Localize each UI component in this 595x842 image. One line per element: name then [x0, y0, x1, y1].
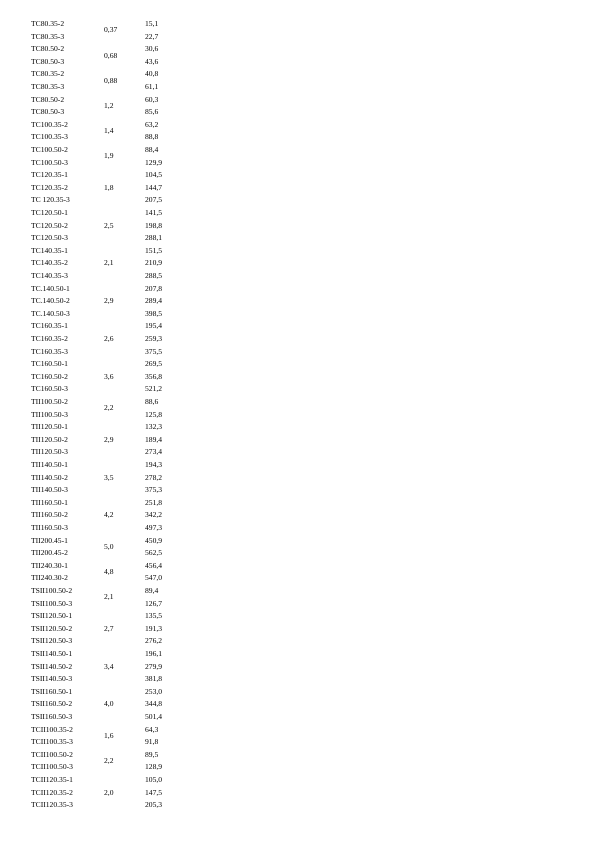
group-value: 2,2 [104, 403, 114, 413]
product-value: 210,9 [145, 258, 163, 268]
product-code: TSII120.50-3 [31, 636, 73, 646]
product-code: TC80.50-3 [31, 107, 65, 117]
product-code: TCII120.35-3 [31, 800, 73, 810]
product-code: TSII160.50-1 [31, 686, 73, 696]
product-value: 141,5 [145, 208, 163, 217]
product-code: TC120.50-2 [31, 220, 68, 230]
product-code: TSII140.50-3 [31, 674, 73, 684]
group-value: 4,8 [104, 567, 114, 577]
product-value: 344,8 [145, 699, 163, 709]
product-value: 195,4 [145, 321, 163, 331]
product-code: TSII120.50-2 [31, 623, 73, 633]
product-value: 89,4 [145, 586, 159, 595]
product-code: TC120.50-1 [31, 208, 68, 217]
product-code: TII160.50-2 [31, 510, 68, 520]
group-value: 2,9 [104, 296, 114, 306]
product-value: 125,8 [145, 409, 163, 419]
product-value: 253,0 [145, 686, 163, 696]
product-code: TII140.50-3 [31, 485, 68, 495]
product-value: 273,4 [145, 447, 163, 457]
product-code: TII100.50-2 [31, 397, 68, 406]
product-value: 279,9 [145, 661, 163, 671]
product-code: TII160.50-3 [31, 523, 68, 532]
group-value: 0,88 [104, 75, 118, 85]
product-value: 207,5 [145, 195, 163, 205]
product-code: TC.140.50-1 [31, 283, 70, 293]
group-value: 4,0 [104, 699, 114, 709]
group-value: 2,1 [104, 258, 114, 268]
product-code: TCII100.35-2 [31, 724, 73, 734]
product-code: TII120.50-1 [31, 422, 68, 432]
product-value: 43,6 [145, 56, 159, 66]
product-value: 63,2 [145, 119, 159, 129]
product-code: TC80.50-2 [31, 94, 65, 104]
product-code: TC160.35-1 [31, 321, 68, 331]
product-value: 381,8 [145, 674, 163, 684]
product-value: 64,3 [145, 724, 159, 734]
group-value: 5,0 [104, 541, 114, 551]
product-value: 196,1 [145, 649, 163, 658]
product-code: TC100.50-3 [31, 157, 68, 167]
product-code: TC80.35-3 [31, 82, 65, 91]
group-value: 1,9 [104, 151, 114, 161]
product-code: TC160.35-2 [31, 334, 68, 343]
product-value: 342,2 [145, 510, 163, 520]
product-code: TC 120.35-3 [31, 195, 70, 205]
product-code: TC160.50-3 [31, 384, 68, 394]
product-value: 151,5 [145, 245, 163, 255]
product-code: TSII160.50-2 [31, 699, 73, 709]
group-value: 0,37 [104, 25, 118, 35]
group-value: 2,0 [104, 787, 114, 797]
group-value: 2,7 [104, 623, 114, 633]
group-value: 0,68 [104, 50, 118, 60]
group-value: 2,1 [104, 592, 114, 602]
product-code: TII140.50-2 [31, 472, 68, 482]
product-value: 276,2 [145, 636, 163, 646]
product-code: TII160.50-1 [31, 497, 68, 507]
group-value: 2,6 [104, 334, 114, 343]
product-value: 135,5 [145, 611, 163, 621]
product-code: TSII140.50-2 [31, 661, 73, 671]
product-value: 144,7 [145, 182, 163, 192]
product-value: 259,3 [145, 334, 163, 343]
group-value: 1,8 [104, 182, 114, 192]
product-value: 126,7 [145, 598, 163, 608]
product-code: TCII120.35-1 [31, 775, 73, 784]
product-value: 85,6 [145, 107, 159, 117]
product-value: 194,3 [145, 460, 163, 469]
product-code: TC80.50-2 [31, 44, 65, 54]
product-code: TC160.50-1 [31, 359, 68, 369]
product-code: TC80.35-2 [31, 69, 65, 79]
product-value: 30,6 [145, 44, 159, 54]
product-value: 104,5 [145, 170, 163, 180]
product-value: 375,3 [145, 485, 163, 495]
product-code: TC80.35-2 [31, 19, 65, 28]
product-code: TII240.30-1 [31, 560, 68, 570]
product-code: TII100.50-3 [31, 409, 68, 419]
product-code: TII120.50-2 [31, 434, 68, 444]
group-value: 4,2 [104, 510, 114, 520]
product-value: 147,5 [145, 787, 163, 797]
product-code: TC80.35-3 [31, 31, 65, 41]
product-code: TSII100.50-3 [31, 598, 73, 608]
product-value: 398,5 [145, 308, 163, 318]
product-code: TCII100.50-3 [31, 762, 73, 772]
product-code: TC140.35-3 [31, 271, 68, 280]
product-value: 61,1 [145, 82, 159, 91]
product-code: TII200.45-2 [31, 548, 68, 558]
product-code: TC100.50-2 [31, 145, 68, 154]
product-value: 501,4 [145, 712, 163, 721]
product-value: 105,0 [145, 775, 163, 784]
group-value: 1,6 [104, 730, 114, 740]
product-value: 88,6 [145, 397, 159, 406]
product-value: 40,8 [145, 69, 159, 79]
product-value: 356,8 [145, 371, 163, 381]
product-value: 128,9 [145, 762, 163, 772]
group-value: 3,4 [104, 661, 114, 671]
product-value: 456,4 [145, 560, 163, 570]
product-code: TC140.35-2 [31, 258, 68, 268]
product-value: 88,4 [145, 145, 159, 154]
group-value: 2,9 [104, 434, 114, 444]
product-value: 91,8 [145, 737, 159, 747]
product-value: 288,5 [145, 271, 163, 280]
group-value: 1,4 [104, 126, 114, 136]
product-value: 497,3 [145, 523, 163, 532]
product-value: 198,8 [145, 220, 163, 230]
product-value: 269,5 [145, 359, 163, 369]
product-value: 60,3 [145, 94, 159, 104]
product-code: TSII100.50-2 [31, 586, 73, 595]
group-value: 1,2 [104, 100, 114, 110]
product-value: 205,3 [145, 800, 163, 810]
product-value: 450,9 [145, 535, 163, 545]
product-code: TC160.50-2 [31, 371, 68, 381]
product-value: 521,2 [145, 384, 163, 394]
product-code: TC120.50-3 [31, 233, 68, 243]
product-value: 88,8 [145, 132, 159, 142]
product-value: 15,1 [145, 19, 159, 28]
product-code: TCII100.50-2 [31, 749, 73, 759]
product-code: TII200.45-1 [31, 535, 68, 545]
product-code: TSII140.50-1 [31, 649, 73, 658]
product-value: 129,9 [145, 157, 163, 167]
product-value: 562,5 [145, 548, 163, 558]
product-value: 189,4 [145, 434, 163, 444]
product-value: 89,5 [145, 749, 159, 759]
product-value: 375,5 [145, 346, 163, 356]
product-value: 278,2 [145, 472, 163, 482]
product-code: TII140.50-1 [31, 460, 68, 469]
product-value: 132,3 [145, 422, 163, 432]
product-value: 289,4 [145, 296, 163, 306]
product-value: 207,8 [145, 283, 163, 293]
product-code: TII120.50-3 [31, 447, 68, 457]
product-value: 191,3 [145, 623, 163, 633]
product-code: TC120.35-1 [31, 170, 68, 180]
group-value: 3,5 [104, 472, 114, 482]
product-value: 288,1 [145, 233, 163, 243]
product-code: TC140.35-1 [31, 245, 68, 255]
product-code: TC100.35-2 [31, 119, 68, 129]
group-value: 2,5 [104, 220, 114, 230]
product-code: TCII100.35-3 [31, 737, 73, 747]
product-code: TC100.35-3 [31, 132, 68, 142]
product-value: 547,0 [145, 573, 163, 583]
product-code: TC.140.50-3 [31, 308, 70, 318]
group-value: 3,6 [104, 371, 114, 381]
product-code: TC.140.50-2 [31, 296, 70, 306]
group-value: 2,2 [104, 756, 114, 766]
product-value: 22,7 [145, 31, 159, 41]
product-code: TC160.35-3 [31, 346, 68, 356]
product-code: TC120.35-2 [31, 182, 68, 192]
product-code: TSII160.50-3 [31, 712, 73, 721]
product-code: TSII120.50-1 [31, 611, 73, 621]
product-code: TC80.50-3 [31, 56, 65, 66]
product-code: TII240.30-2 [31, 573, 68, 583]
product-code: TCII120.35-2 [31, 787, 73, 797]
product-value: 251,8 [145, 497, 163, 507]
